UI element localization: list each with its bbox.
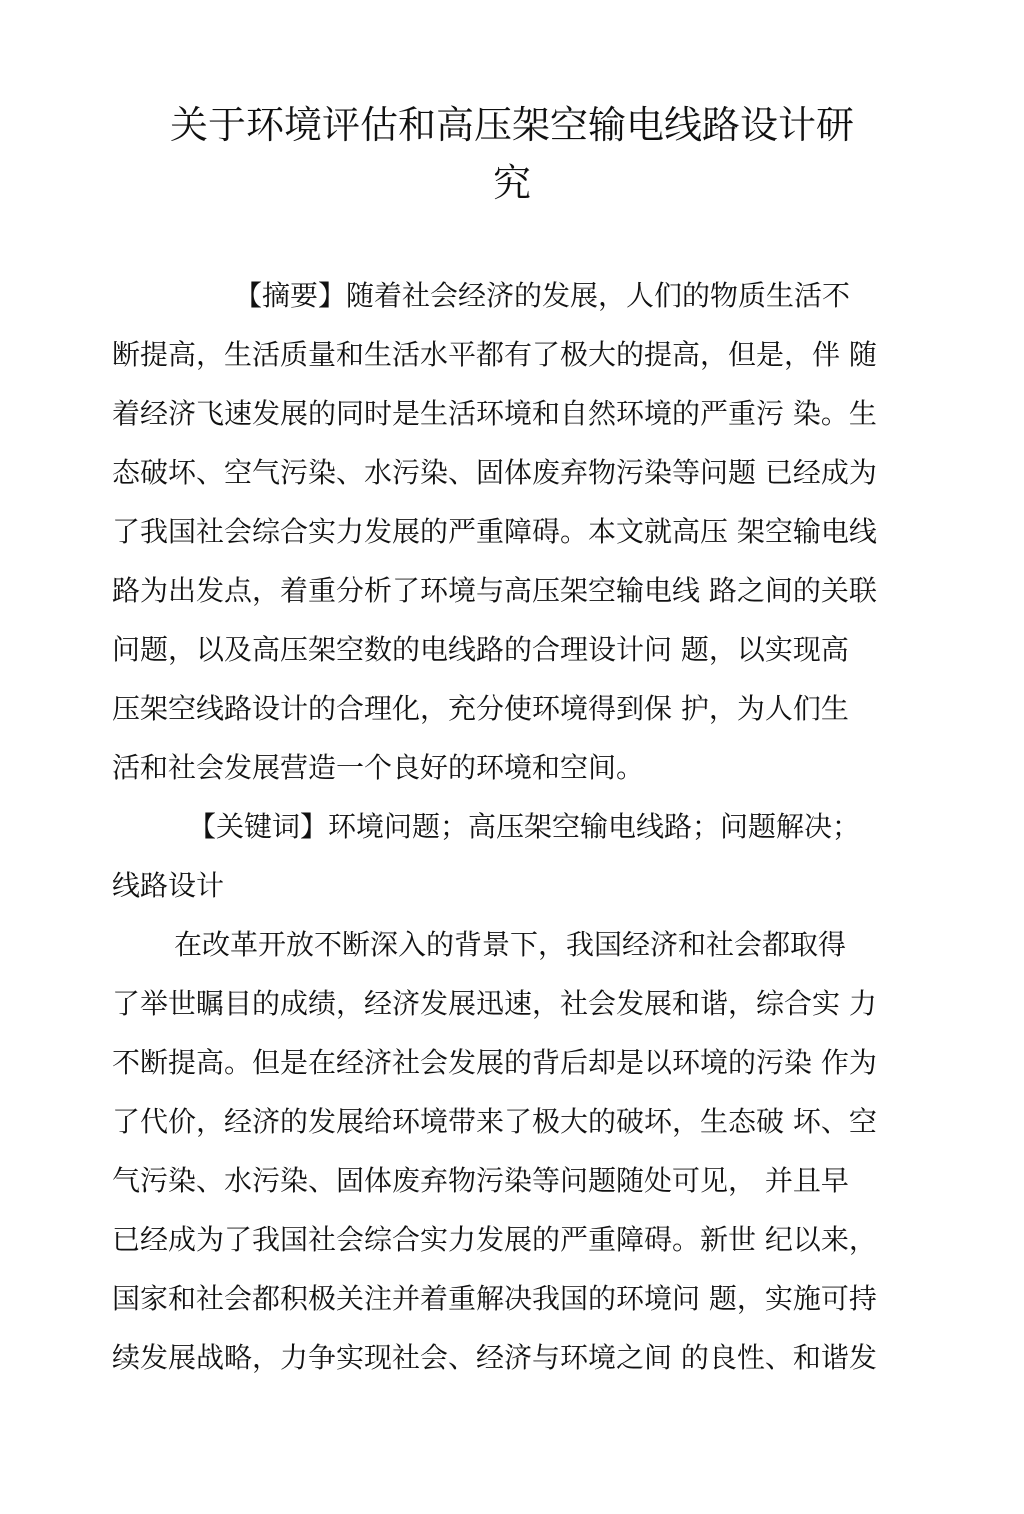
keywords-line: 【关键词】环境问题；高压架空输电线路；问题解决；	[188, 810, 861, 843]
title-line-1: 关于环境评估和高压架空输电线路设计研	[169, 103, 854, 147]
document-body	[112, 266, 912, 1387]
paragraph-line: 了举世瞩目的成绩，经济发展迅速，社会发展和谐，综合实 力	[112, 987, 877, 1020]
paragraph-line: 国家和社会都积极关注并着重解决我国的环境问 题，实施可持	[112, 1282, 877, 1315]
abstract-line: 着经济飞速发展的同时是生活环境和自然环境的严重污 染。生	[112, 397, 877, 430]
abstract-line: 路为出发点，着重分析了环境与高压架空输电线 路之间的关联	[112, 574, 877, 607]
abstract-line: 断提高，生活质量和生活水平都有了极大的提高，但是，伴 随	[112, 338, 877, 371]
abstract-line: 【摘要】随着社会经济的发展，人们的物质生活不	[234, 279, 851, 312]
paragraph-line: 气污染、水污染、固体废弃物污染等问题随处可见， 并且早	[112, 1164, 849, 1197]
title-line-2: 究	[492, 161, 531, 205]
keywords-line: 线路设计	[112, 869, 225, 902]
abstract-line: 态破坏、空气污染、水污染、固体废弃物污染等问题 已经成为	[112, 456, 877, 489]
paragraph-line: 在改革开放不断深入的背景下，我国经济和社会都取得	[174, 928, 847, 961]
paragraph-line: 续发展战略，力争实现社会、经济与环境之间 的良性、和谐发	[112, 1341, 877, 1374]
paragraph-line: 不断提高。但是在经济社会发展的背后却是以环境的污染 作为	[112, 1046, 877, 1079]
abstract-line: 活和社会发展营造一个良好的环境和空间。	[112, 751, 645, 784]
abstract-line: 了我国社会综合实力发展的严重障碍。本文就高压 架空输电线	[112, 515, 877, 548]
abstract-line: 问题，以及高压架空数的电线路的合理设计问 题，以实现高	[112, 633, 849, 666]
document-title	[112, 96, 912, 212]
paragraph-line: 已经成为了我国社会综合实力发展的严重障碍。新世 纪以来，	[112, 1223, 877, 1256]
paragraph-line: 了代价，经济的发展给环境带来了极大的破坏，生态破 坏、空	[112, 1105, 877, 1138]
abstract-line: 压架空线路设计的合理化，充分使环境得到保 护，为人们生	[112, 692, 849, 725]
